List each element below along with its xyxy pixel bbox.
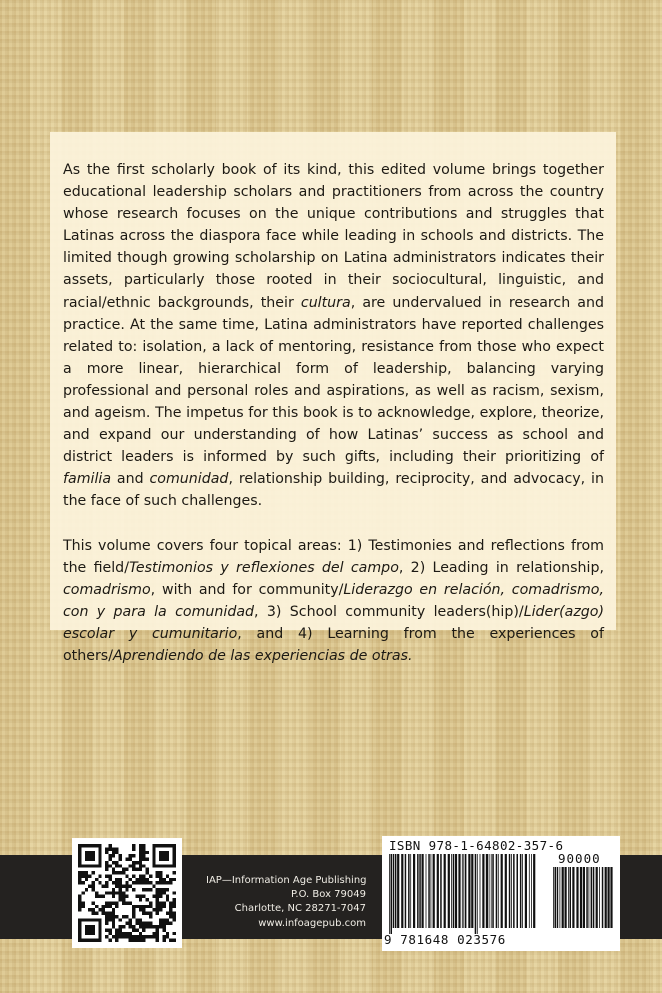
isbn-barcode [382, 836, 620, 951]
italic-phrase: Lider(azgo) escolar y cumunitario [63, 603, 604, 642]
barcode-addon-bars [552, 867, 614, 934]
isbn-number: ISBN 978-1-64802-357-6 [389, 838, 564, 853]
back-cover-description [50, 132, 616, 664]
publisher-name: IAP—Information Age Publishing [206, 875, 367, 886]
italic-phrase: Aprendiendo de las experiencias de otras. [112, 647, 413, 664]
publisher-url: www.infoagepub.com [258, 917, 366, 929]
publisher-po-box: P.O. Box 79049 [290, 889, 366, 901]
ean-number: 9 781648 023576 [384, 932, 506, 947]
barcode-addon-number: 90000 [558, 851, 601, 866]
description-paragraph-1: As the first scholarly book of its kind, this edited volume brings together educational leadership scholars and practitioners from across the country whose research focuses on the unique contributions and struggles that Latinas across the diaspora face while leading in schools and districts. The limited though growing scholarship on Latina administrators indicates their assets, particularly those rooted in their sociocultural, linguistic, and racial/ethnic backgrounds, their cultura, are undervalued in research and practice. At the same time, Latina administrators have reported challenges related to: isolation, a lack of mentoring, resistance from those who expect a more linear, hierarchical form of leadership, balancing varying professional and personal roles and aspirations, as well as racism, sexism, and ageism. The impetus for this book is to acknowledge, explore, theorize, and expand our understanding of how Latinas’ success as school and district leaders is informed by such gifts, including their prioritizing of familia and comunidad, relationship building, reciprocity, and advocacy, in the face of such challenges. [63, 162, 604, 510]
italic-phrase: familia [63, 471, 112, 488]
description-paragraph-2: This volume covers four topical areas: 1) Testimonies and reflections from the field/Testimonios y reflexiones del campo, 2) Leading in relationship, comadrismo, with and for community/Liderazgo en relación, comadrismo, con y para la comunidad, 3) School community leaders(hip)/Lider(azgo) escolar y cumunitario, and 4) Learning from the experiences of others/Aprendiendo de las experiencias de otras. [63, 537, 604, 664]
italic-phrase: comadrismo [63, 581, 151, 598]
publisher-info [206, 874, 366, 931]
italic-phrase: Testimonios y reflexiones del campo [128, 559, 399, 576]
italic-phrase: cultura [300, 294, 351, 311]
qr-code [72, 838, 182, 948]
italic-phrase: Liderazgo en relación, comadrismo, con y para la comunidad [63, 581, 604, 620]
italic-phrase: comunidad [149, 471, 229, 488]
publisher-city: Charlotte, NC 28271-7047 [234, 903, 366, 915]
barcode-bars [388, 854, 538, 934]
qr-code-icon [78, 844, 176, 942]
